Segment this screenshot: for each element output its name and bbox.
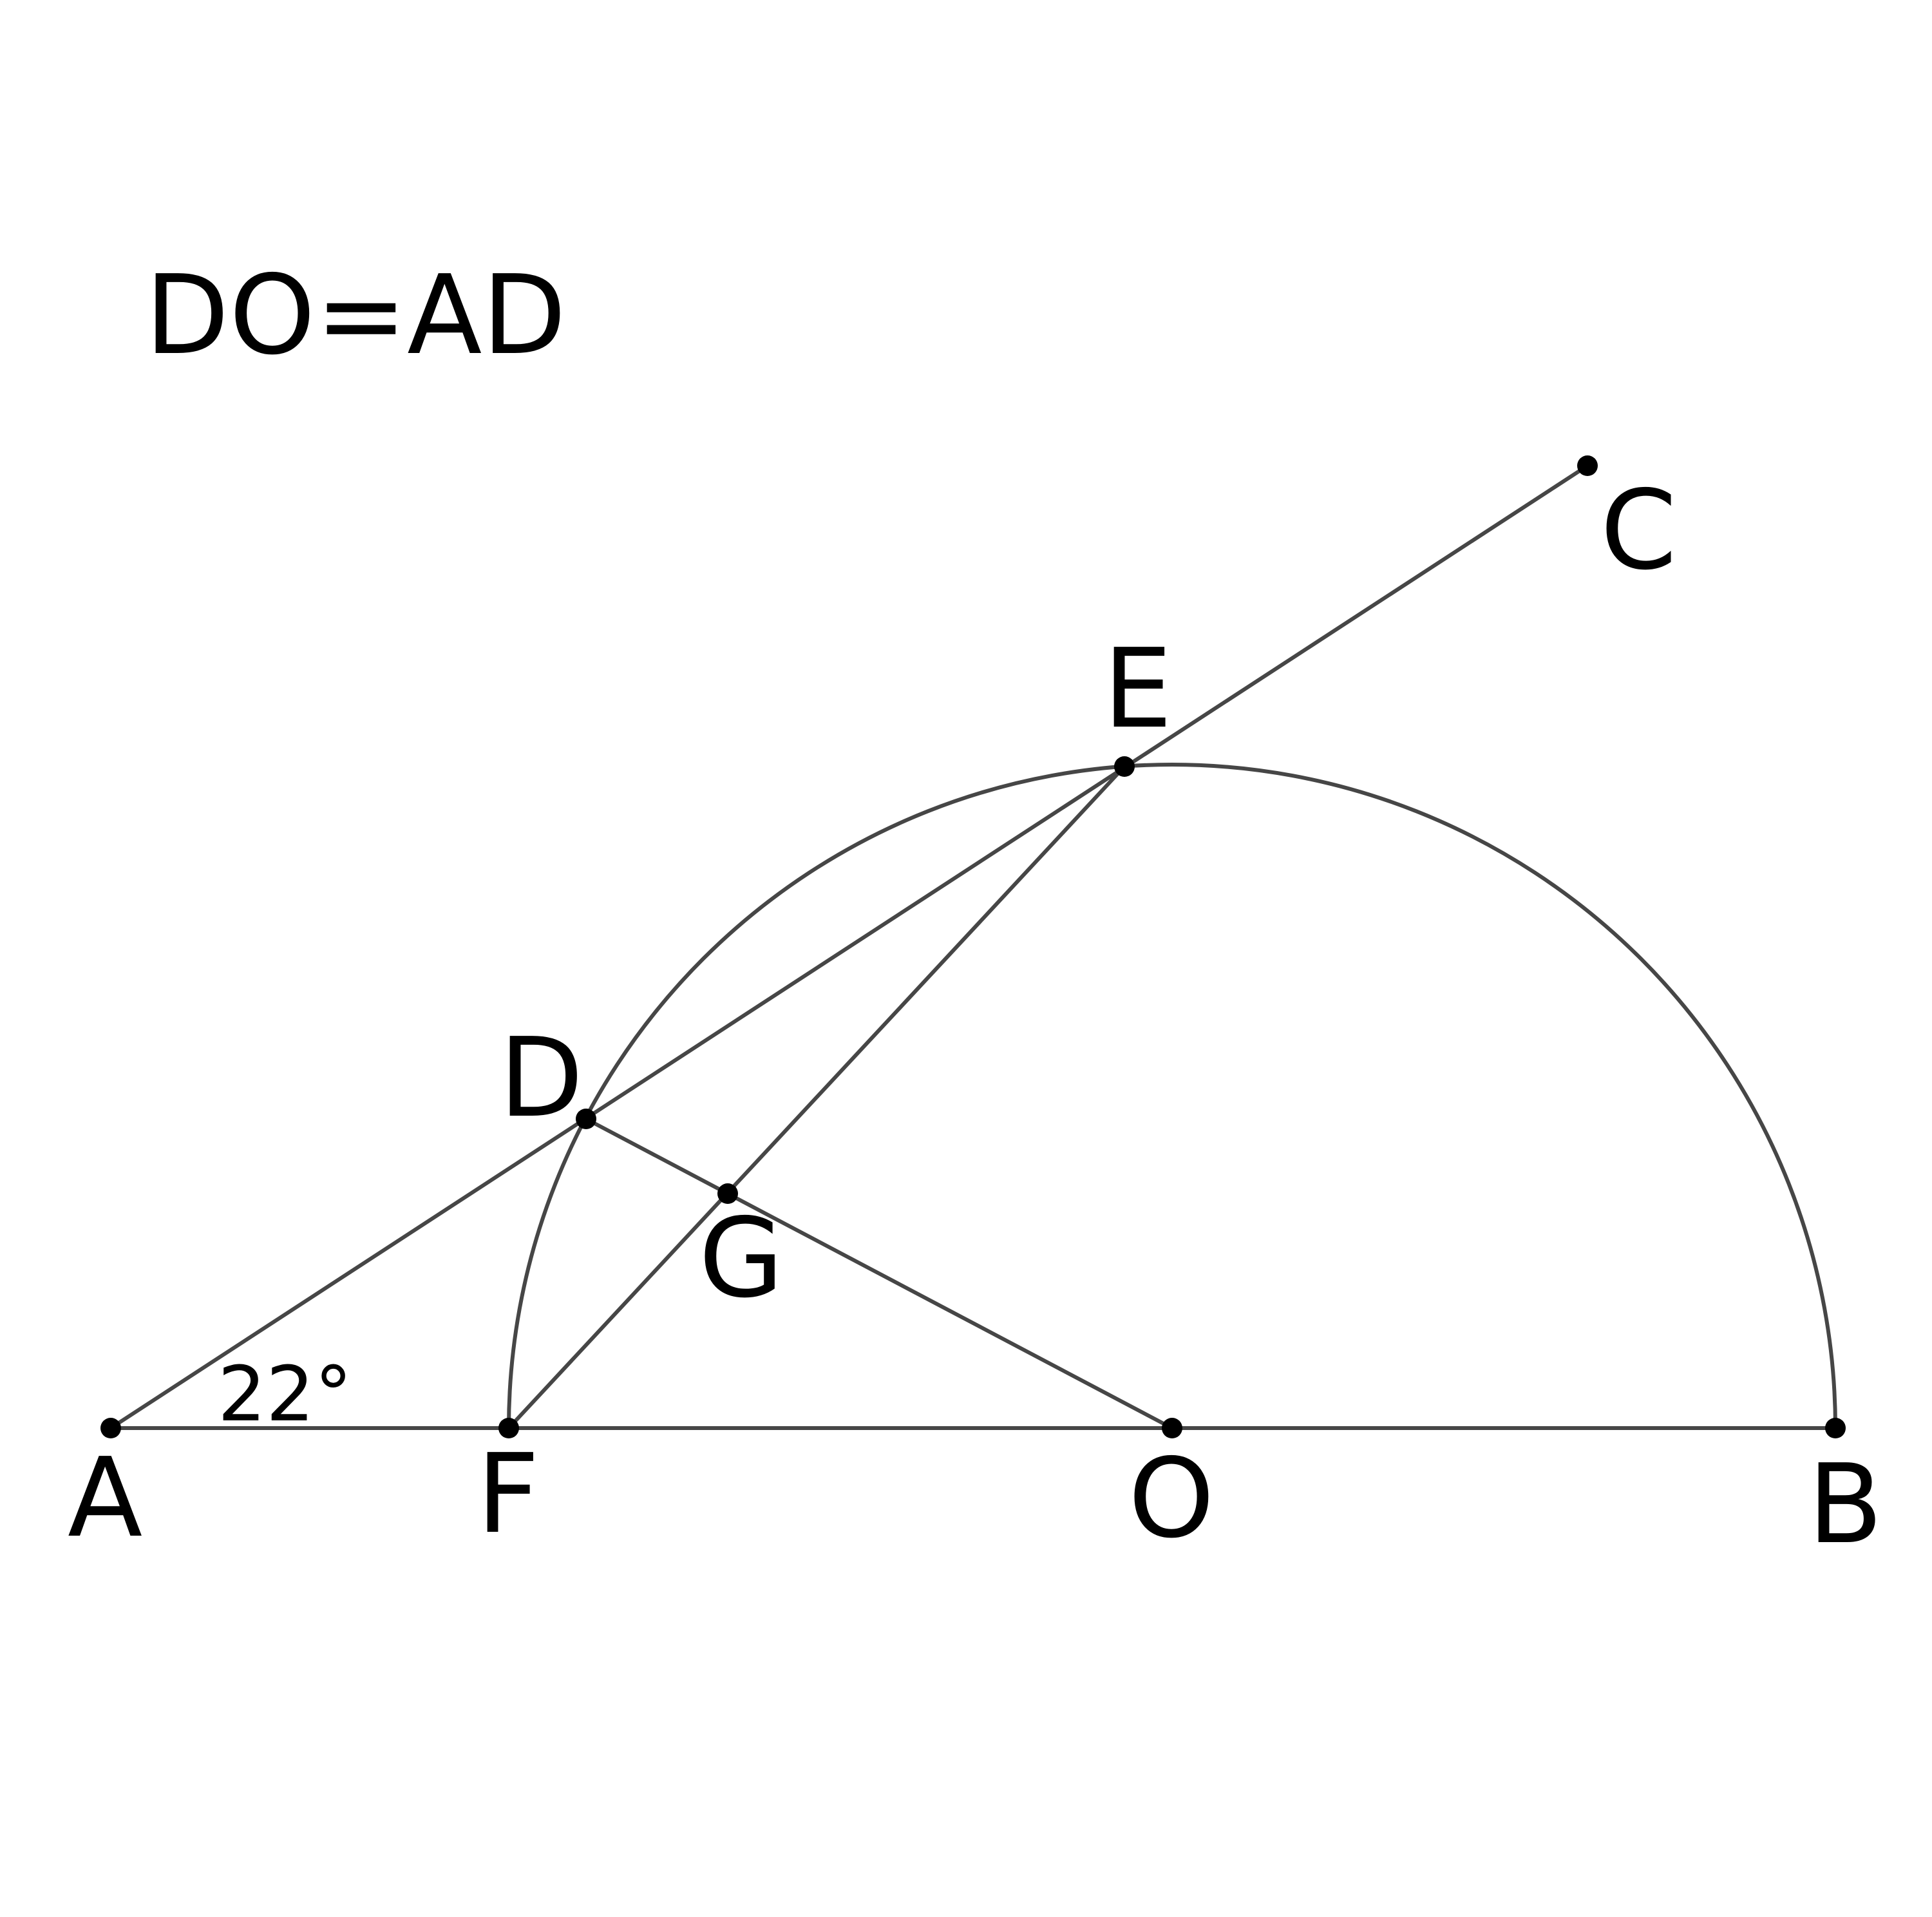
label-b: B xyxy=(1808,1441,1883,1569)
label-g: G xyxy=(699,1195,784,1322)
label-c: C xyxy=(1600,467,1677,595)
label-f: F xyxy=(477,1431,540,1558)
given-condition-text: DO=AD xyxy=(145,252,567,379)
point-b xyxy=(1825,1418,1846,1438)
segment-ac xyxy=(111,466,1587,1428)
angle-label: 22° xyxy=(218,1350,353,1438)
semicircle-arc xyxy=(509,765,1835,1428)
point-c xyxy=(1577,455,1598,476)
segment-do xyxy=(586,1119,1172,1428)
label-a: A xyxy=(68,1435,143,1562)
label-e: E xyxy=(1103,625,1173,753)
label-o: O xyxy=(1128,1435,1215,1563)
point-e xyxy=(1114,756,1135,777)
label-d: D xyxy=(499,1015,583,1142)
